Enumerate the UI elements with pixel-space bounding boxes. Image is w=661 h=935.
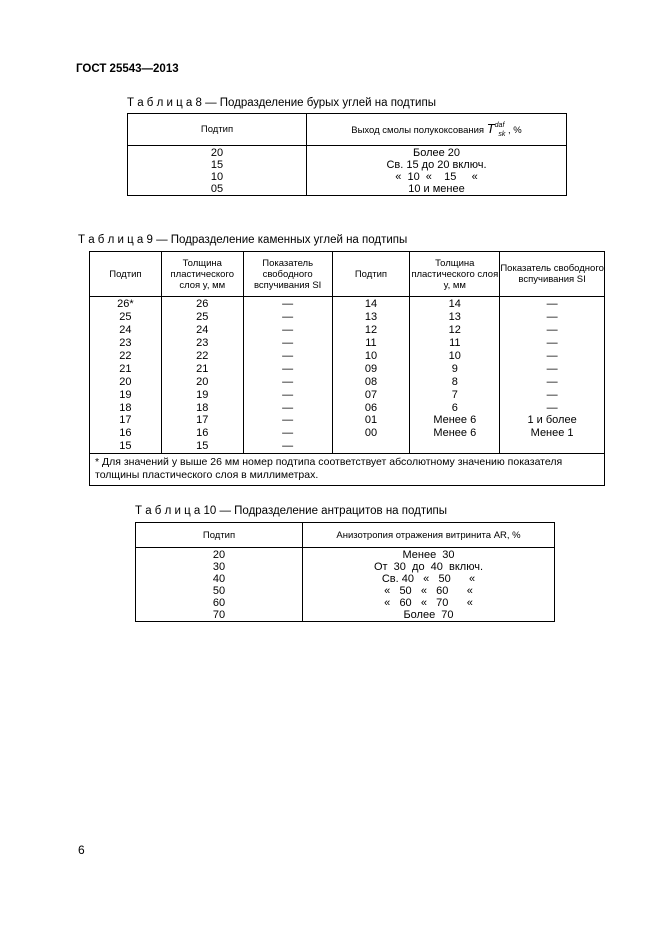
cell: — <box>243 350 332 363</box>
cell: 00 <box>332 427 410 440</box>
cell: 06 <box>332 401 410 414</box>
table9-header-subtype-left: Подтип <box>90 252 162 297</box>
table-row <box>128 159 567 171</box>
cell: 11 <box>332 337 410 350</box>
cell: 14 <box>410 297 500 311</box>
cell: « 10 « 15 « <box>395 171 478 183</box>
table10-header-anisotropy: Анизотропия отражения витринита AR, % <box>303 523 555 548</box>
table-row <box>136 573 555 585</box>
cell: 10 <box>410 350 500 363</box>
cell: 13 <box>410 311 500 324</box>
table10-header-subtype: Подтип <box>136 523 303 548</box>
cell: 18 <box>161 401 243 414</box>
cell: Более 70 <box>403 609 454 621</box>
table-row <box>128 171 567 183</box>
cell: 20 <box>136 548 303 562</box>
table9-header-thickness-right: Толщина пластического слоя y, мм <box>410 252 500 297</box>
document-header: ГОСТ 25543—2013 <box>76 63 179 75</box>
cell: — <box>243 414 332 427</box>
cell: 10 и менее <box>408 183 465 195</box>
table8 <box>127 113 567 196</box>
cell: 12 <box>332 324 410 337</box>
tar-yield-label: Выход смолы полукоксования <box>351 124 485 136</box>
table10-caption: Т а б л и ц а 10 — Подразделение антрацитов на подтипы <box>135 505 448 517</box>
cell: Менее 1 <box>530 427 574 440</box>
table-row <box>90 375 605 388</box>
table-row <box>90 427 605 440</box>
cell: 23 <box>161 337 243 350</box>
table-row <box>128 146 567 160</box>
cell: 07 <box>332 388 410 401</box>
table9-caption: Т а б л и ц а 9 — Подразделение каменных углей на подтипы <box>78 234 408 246</box>
cell: 70 <box>136 609 303 622</box>
cell: 22 <box>90 350 162 363</box>
tar-symbol-sup: daf <box>494 121 505 129</box>
table9-header-subtype-right: Подтип <box>332 252 410 297</box>
cell: « 50 « 60 « <box>384 585 473 597</box>
cell: 25 <box>90 311 162 324</box>
cell: Более 20 <box>412 147 461 159</box>
cell: 19 <box>161 388 243 401</box>
cell: — <box>546 311 558 324</box>
cell: 23 <box>90 337 162 350</box>
table-row <box>136 597 555 609</box>
table-row <box>90 401 605 414</box>
table-row <box>90 324 605 337</box>
cell: 01 <box>332 414 410 427</box>
cell: — <box>243 427 332 440</box>
table9-header-swelling-left: Показатель свободного вспучивания SI <box>243 252 332 297</box>
cell: — <box>546 324 558 337</box>
cell: 24 <box>90 324 162 337</box>
table8-header-subtype: Подтип <box>128 114 307 146</box>
cell: 10 <box>128 171 307 183</box>
cell: — <box>243 440 332 453</box>
table-row <box>136 561 555 573</box>
table9-footnote: * Для значений y выше 26 мм номер подтипа соответствует абсолютному значению показателя толщины пластического слоя в миллиметрах. <box>90 453 605 485</box>
cell: « 60 « 70 « <box>384 597 473 609</box>
cell: 30 <box>136 561 303 573</box>
cell: — <box>243 311 332 324</box>
table-row <box>90 297 605 311</box>
cell: 20 <box>90 375 162 388</box>
cell: 08 <box>332 375 410 388</box>
cell: — <box>243 388 332 401</box>
cell: 17 <box>161 414 243 427</box>
table9 <box>89 251 605 486</box>
table-row <box>136 585 555 597</box>
cell: Св. 15 до 20 включ. <box>386 159 487 171</box>
cell: 60 <box>136 597 303 609</box>
table10 <box>135 522 555 622</box>
table9-header-swelling-right: Показатель свободного вспучивания SI <box>500 252 605 297</box>
tar-yield-unit: , % <box>508 124 522 136</box>
cell: 8 <box>410 375 500 388</box>
cell: От 30 до 40 включ. <box>373 561 484 573</box>
cell: — <box>546 401 558 414</box>
cell: — <box>243 324 332 337</box>
cell: — <box>243 362 332 375</box>
cell <box>332 440 410 453</box>
cell: — <box>243 401 332 414</box>
cell: 13 <box>332 311 410 324</box>
cell: — <box>546 388 558 401</box>
table8-header-tar-yield <box>307 114 567 146</box>
table-row <box>90 311 605 324</box>
cell: 50 <box>136 585 303 597</box>
cell: 40 <box>136 573 303 585</box>
page-number: 6 <box>78 843 85 857</box>
cell: 15 <box>128 159 307 171</box>
cell: 16 <box>90 427 162 440</box>
table-row <box>90 414 605 427</box>
table9-header-thickness-left: Толщина пластического слоя y, мм <box>161 252 243 297</box>
cell: 7 <box>410 388 500 401</box>
cell: Менее 6 <box>410 414 500 427</box>
cell: 22 <box>161 350 243 363</box>
cell: 24 <box>161 324 243 337</box>
cell: — <box>243 375 332 388</box>
cell: 21 <box>161 362 243 375</box>
cell: 17 <box>90 414 162 427</box>
cell: 10 <box>332 350 410 363</box>
cell: 9 <box>410 362 500 375</box>
cell: — <box>546 375 558 388</box>
table8-caption: Т а б л и ц а 8 — Подразделение бурых углей на подтипы <box>127 97 436 109</box>
cell: 15 <box>161 440 243 453</box>
cell: 20 <box>128 146 307 160</box>
cell <box>500 440 605 453</box>
cell: — <box>243 337 332 350</box>
cell: 05 <box>128 183 307 196</box>
table-row <box>136 548 555 562</box>
tar-symbol-sub: sk <box>498 130 506 138</box>
cell: 11 <box>410 337 500 350</box>
table-row <box>128 183 567 196</box>
cell: — <box>546 298 558 311</box>
cell: 26 <box>161 297 243 311</box>
tar-symbol: T <box>486 120 495 136</box>
cell <box>410 440 500 453</box>
cell: 16 <box>161 427 243 440</box>
cell: Менее 6 <box>410 427 500 440</box>
cell: — <box>243 297 332 311</box>
cell: 12 <box>410 324 500 337</box>
cell: — <box>546 337 558 350</box>
cell: — <box>546 362 558 375</box>
cell: 19 <box>90 388 162 401</box>
table-row <box>90 337 605 350</box>
cell: 15 <box>90 440 162 453</box>
cell: 18 <box>90 401 162 414</box>
cell: 26* <box>90 297 162 311</box>
table-row <box>90 440 605 453</box>
cell: 21 <box>90 362 162 375</box>
table-row <box>136 609 555 622</box>
table-row <box>90 350 605 363</box>
table-row <box>90 388 605 401</box>
cell: 09 <box>332 362 410 375</box>
cell: Св. 40 « 50 « <box>381 573 476 585</box>
cell: 6 <box>410 401 500 414</box>
cell: 25 <box>161 311 243 324</box>
cell: 14 <box>332 297 410 311</box>
cell: 20 <box>161 375 243 388</box>
table-row <box>90 362 605 375</box>
cell: — <box>546 350 558 362</box>
cell: Менее 30 <box>402 549 455 561</box>
cell: 1 и более <box>527 414 577 427</box>
